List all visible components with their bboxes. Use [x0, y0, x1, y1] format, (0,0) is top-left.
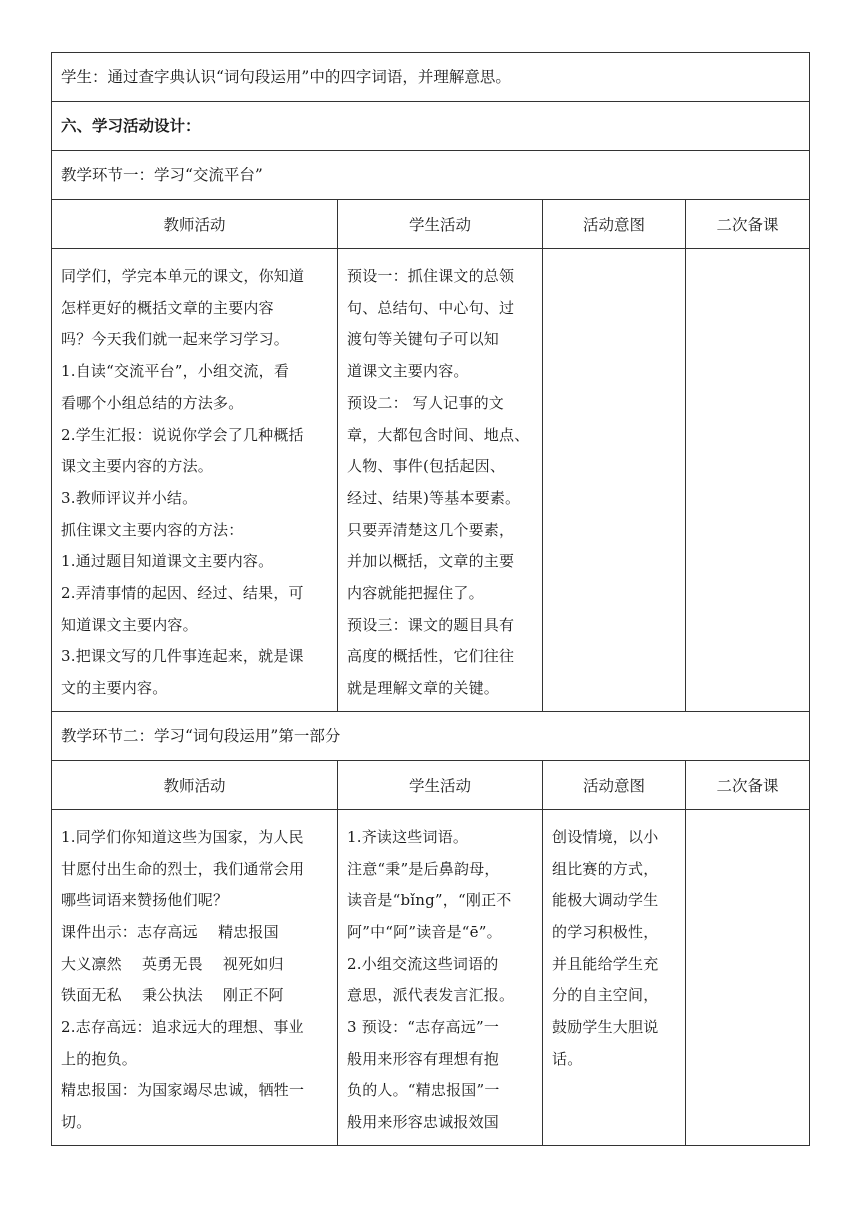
- text-line: 的学习积极性，: [552, 922, 659, 941]
- text-line: 预设三：课文的题目具有: [347, 615, 515, 634]
- text-line: 般用来形容有理想有抱: [347, 1049, 500, 1068]
- text-line: 预设一：抓住课文的总领: [347, 267, 515, 285]
- segment2-backup-cell: [686, 809, 810, 1145]
- segment1-intent-cell: [543, 249, 686, 712]
- text-line: 经过、结果)等基本要素。: [347, 488, 521, 507]
- text-line: 切。: [61, 1113, 92, 1132]
- text-line: 阿”中“阿”读音是“ē”。: [347, 922, 502, 941]
- text-line: 注意“秉”是后鼻韵母，: [347, 859, 500, 878]
- segment1-title: 教学环节一：学习“交流平台”: [52, 151, 810, 200]
- text-line: 1.齐读这些词语。: [347, 827, 469, 846]
- text-line: 鼓励学生大胆说: [552, 1018, 659, 1037]
- text-line: 就是理解文章的关键。: [347, 679, 500, 698]
- lesson-plan-page: [51, 52, 809, 1146]
- segment1-content-row: [52, 249, 810, 712]
- text-line: 组比赛的方式，: [552, 859, 659, 878]
- text-line: 怎样更好的概括文章的主要内容: [61, 298, 274, 317]
- segment2-title: 教学环节二：学习“词句段运用”第一部分: [52, 711, 810, 760]
- text-line: 人物、事件(包括起因、: [347, 457, 506, 476]
- text-line: 看哪个小组总结的方法多。: [61, 393, 244, 412]
- text-line: 3.把课文写的几件事连起来，就是课: [61, 647, 304, 666]
- header-student-activity: 学生活动: [338, 760, 543, 809]
- text-line: 般用来形容忠诚报效国: [347, 1113, 500, 1132]
- text-line: 章，大都包含时间、地点、: [347, 425, 530, 444]
- text-line: 只要弄清楚这几个要素，: [347, 520, 515, 539]
- text-line: 负的人。“精忠报国”一: [347, 1081, 500, 1100]
- student-preparation-row: 学生：通过查字典认识“词句段运用”中的四字词语，并理解意思。: [52, 53, 810, 102]
- text-line: 道课文主要内容。: [347, 362, 469, 381]
- section-title: 六、学习活动设计：: [52, 102, 810, 151]
- header-activity-intent: 活动意图: [543, 760, 686, 809]
- text-line: 课文主要内容的方法。: [61, 457, 214, 476]
- text-line: 3.教师评议并小结。: [61, 488, 198, 507]
- header-student-activity: 学生活动: [338, 200, 543, 249]
- segment2-header-row: [52, 760, 810, 809]
- text-line: 并且能给学生充: [552, 954, 659, 973]
- header-teacher-activity: 教师活动: [52, 200, 338, 249]
- text-line: 渡句等关键句子可以知: [347, 330, 500, 349]
- header-teacher-activity: 教师活动: [52, 760, 338, 809]
- segment1-header-row: [52, 200, 810, 249]
- text-line: 1.自读“交流平台”，小组交流，看: [61, 362, 290, 381]
- text-line: 3 预设：“志存高远”一: [347, 1018, 500, 1037]
- segment2-intent-cell: [543, 809, 686, 1145]
- text-line: 大义凛然 英勇无畏 视死如归: [61, 954, 284, 973]
- header-second-prep: 二次备课: [686, 200, 810, 249]
- text-line: 创设情境，以小: [552, 827, 659, 846]
- segment1-backup-cell: [686, 249, 810, 712]
- text-line: 精忠报国：为国家竭尽忠诚，牺牲一: [61, 1081, 305, 1100]
- text-line: 1.同学们你知道这些为国家，为人民: [61, 827, 304, 846]
- text-line: 预设二： 写人记事的文: [347, 393, 504, 412]
- segment1-student-cell: [338, 249, 543, 712]
- segment2-student-cell: [338, 809, 543, 1145]
- text-line: 哪些词语来赞扬他们呢？: [61, 891, 229, 910]
- text-line: 读音是“bǐng”，“刚正不: [347, 891, 512, 910]
- text-line: 2.小组交流这些词语的: [347, 954, 499, 973]
- text-line: 2.弄清事情的起因、经过、结果，可: [61, 584, 304, 603]
- text-line: 2.志存高远：追求远大的理想、事业: [61, 1018, 304, 1037]
- text-line: 抓住课文主要内容的方法：: [61, 520, 244, 539]
- text-line: 同学们，学完本单元的课文，你知道: [61, 267, 305, 285]
- segment2-teacher-cell: [52, 809, 338, 1145]
- text-line: 上的抱负。: [61, 1049, 138, 1068]
- text-line: 内容就能把握住了。: [347, 584, 484, 603]
- text-line: 意思，派代表发言汇报。: [347, 986, 515, 1005]
- text-line: 铁面无私 秉公执法 刚正不阿: [61, 986, 284, 1005]
- text-line: 能极大调动学生: [552, 891, 659, 910]
- text-line: 文的主要内容。: [61, 679, 168, 698]
- text-line: 高度的概括性，它们往往: [347, 647, 515, 666]
- text-line: 甘愿付出生命的烈士，我们通常会用: [61, 859, 305, 878]
- header-second-prep: 二次备课: [686, 760, 810, 809]
- text-line: 并加以概括，文章的主要: [347, 552, 515, 571]
- segment2-content-row: [52, 809, 810, 1145]
- lesson-plan-table: [51, 52, 810, 1146]
- segment1-teacher-cell: [52, 249, 338, 712]
- text-line: 句、总结句、中心句、过: [347, 298, 515, 317]
- text-line: 话。: [552, 1049, 583, 1068]
- text-line: 吗？今天我们就一起来学习学习。: [61, 330, 290, 349]
- header-activity-intent: 活动意图: [543, 200, 686, 249]
- text-line: 知道课文主要内容。: [61, 615, 198, 634]
- text-line: 课件出示：志存高远 精忠报国: [61, 922, 279, 941]
- text-line: 2.学生汇报：说说你学会了几种概括: [61, 425, 304, 444]
- text-line: 分的自主空间，: [552, 986, 659, 1005]
- text-line: 1.通过题目知道课文主要内容。: [61, 552, 274, 571]
